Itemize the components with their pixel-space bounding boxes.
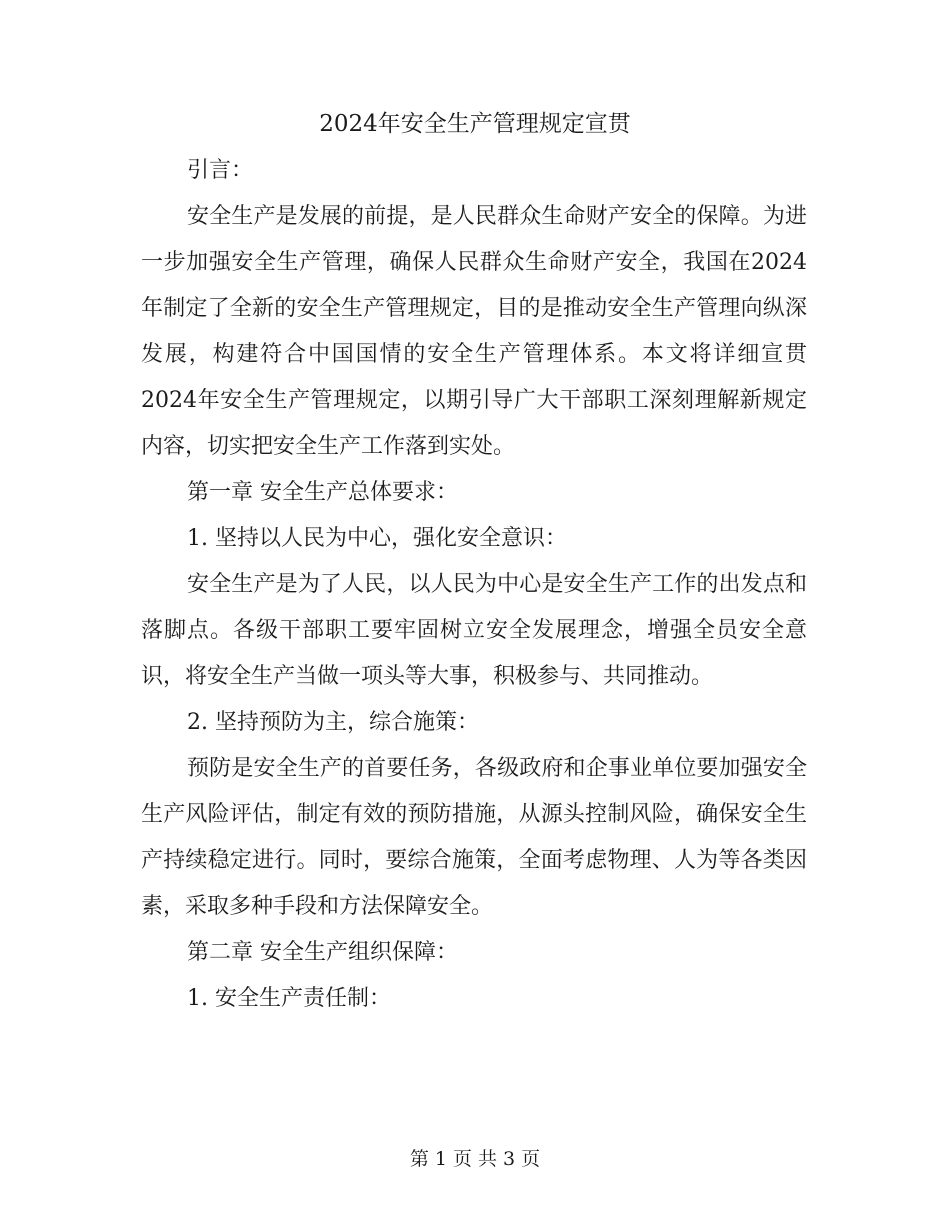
section-1-1-paragraph: 安全生产是为了人民，以人民为中心是安全生产工作的出发点和落脚点。各级干部职工要牢固树立安全发展理念，增强全员安全意识，将安全生产当做一项头等大事，积极参与、共同推动。 <box>141 572 807 689</box>
page-number: 第 1 页 共 3 页 <box>409 1148 541 1170</box>
section-1-1-heading: 1. 坚持以人民为中心，强化安全意识： <box>187 526 567 551</box>
document-title: 2024年安全生产管理规定宣贯 <box>319 111 631 137</box>
intro-paragraph: 安全生产是发展的前提，是人民群众生命财产安全的保障。为进一步加强安全生产管理，确保人民群众生命财产安全，我国在2024年制定了全新的安全生产管理规定，目的是推动安全生产管理向纵深发展，构建符合中国国情的安全生产管理体系。本文将详细宣贯2024年安全生产管理规定，以期引导广大干部职工深刻理解新规定内容，切实把安全生产工作落到实处。 <box>141 204 807 459</box>
intro-heading: 引言： <box>187 158 254 183</box>
section-2-1-heading: 1. 安全生产责任制： <box>187 986 391 1011</box>
section-1-2-heading: 2. 坚持预防为主，综合施策： <box>187 710 479 735</box>
document-body <box>141 148 807 1022</box>
section-1-2-paragraph: 预防是安全生产的首要任务，各级政府和企事业单位要加强安全生产风险评估，制定有效的预防措施，从源头控制风险，确保安全生产持续稳定进行。同时，要综合施策，全面考虑物理、人为等各类因素，采取多种手段和方法保障安全。 <box>141 756 807 919</box>
chapter-2-heading: 第二章 安全生产组织保障： <box>187 940 458 965</box>
chapter-1-heading: 第一章 安全生产总体要求： <box>187 480 458 505</box>
